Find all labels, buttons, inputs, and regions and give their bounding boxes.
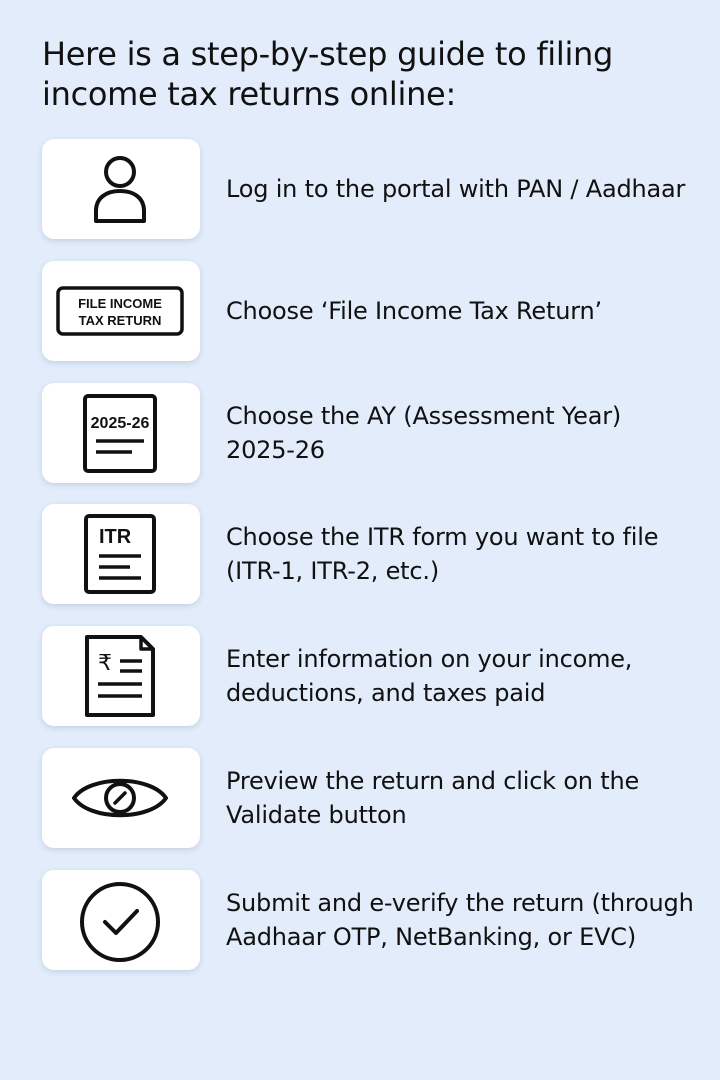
step-icon-card: [42, 139, 200, 239]
step-text: Log in to the portal with PAN / Aadhaar: [226, 175, 686, 203]
step-login: [42, 139, 692, 239]
step-icon-card: [42, 383, 200, 483]
rupee-symbol: ₹: [98, 651, 112, 676]
step-enter-information: [42, 626, 692, 726]
step-icon-card: [42, 626, 200, 726]
step-text: Choose the ITR form you want to file (ITR-1, ITR-2, etc.): [226, 523, 659, 585]
step-choose-ay: [42, 383, 692, 483]
eye-icon: [42, 748, 200, 848]
file-income-tax-return-badge-icon: [42, 261, 200, 361]
itr-label: ITR: [99, 526, 132, 548]
badge-line-2: TAX RETURN: [78, 313, 162, 328]
badge-line-1: FILE INCOME: [78, 296, 162, 311]
step-text: Choose the AY (Assessment Year) 2025-26: [226, 402, 622, 464]
step-text: Submit and e-verify the return (through Aadhaar OTP, NetBanking, or EVC): [226, 889, 694, 951]
step-icon-card: [42, 261, 200, 361]
step-icon-card: [42, 504, 200, 604]
step-icon-card: [42, 748, 200, 848]
step-text: Preview the return and click on the Validate button: [226, 767, 640, 829]
step-choose-itr-form: [42, 504, 692, 604]
step-preview-validate: [42, 748, 692, 848]
step-icon-card: [42, 870, 200, 970]
user-icon: [42, 139, 200, 239]
page-title: Here is a step-by-step guide to filing income tax returns online:: [42, 35, 614, 113]
step-submit-everify: [42, 870, 692, 970]
itr-document-icon: [42, 504, 200, 604]
rupee-document-icon: [42, 626, 200, 726]
check-circle-icon: [42, 870, 200, 970]
year-label: 2025-26: [90, 415, 150, 432]
step-text: Choose ‘File Income Tax Return’: [226, 297, 602, 325]
step-choose-file-return: [42, 261, 692, 361]
calendar-document-icon: [42, 383, 200, 483]
step-text: Enter information on your income, deductions, and taxes paid: [226, 645, 633, 707]
